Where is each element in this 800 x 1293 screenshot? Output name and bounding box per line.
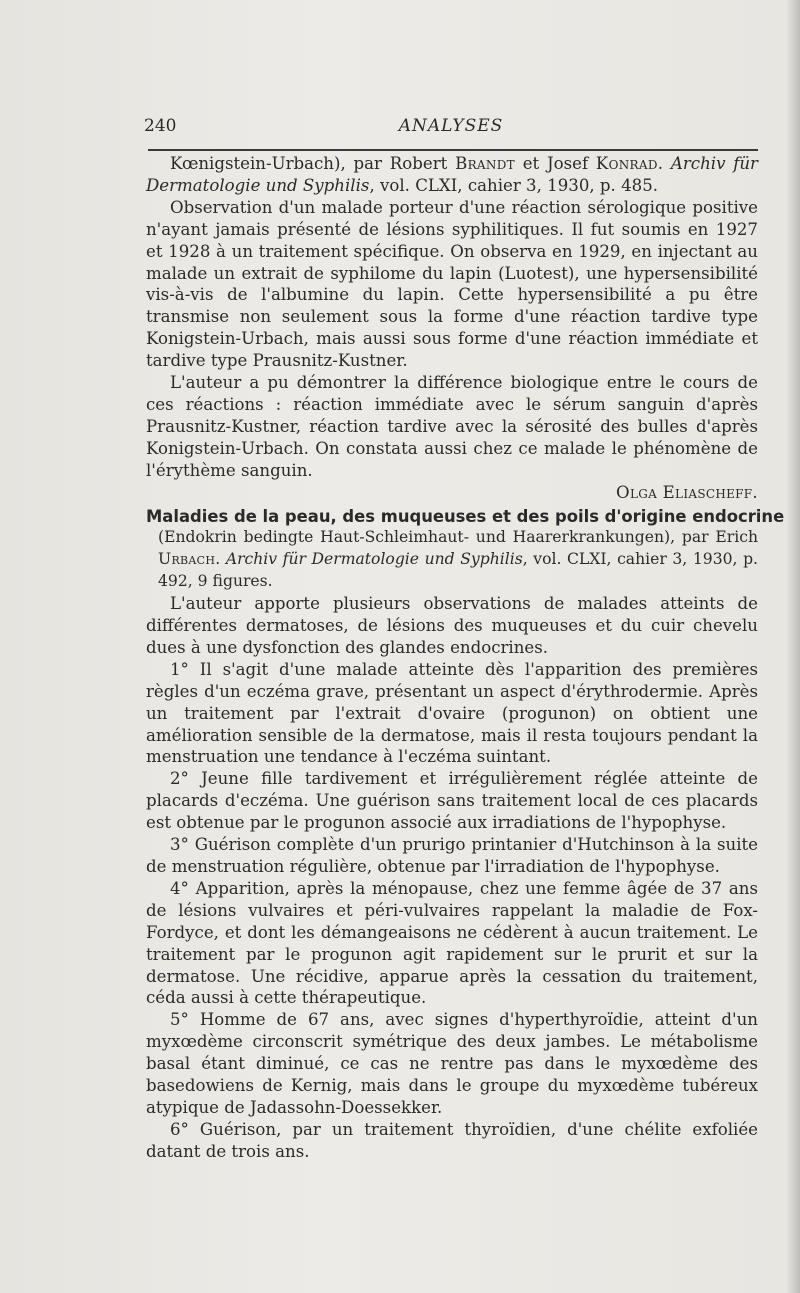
article2-citation bbox=[146, 527, 758, 593]
author-name: Urbach bbox=[158, 550, 216, 569]
author-name: Konrad bbox=[595, 154, 658, 173]
article2-paragraph: 1° Il s'agit d'une malade atteinte dès l'apparition des premières règles d'un eczéma grave, présentant un aspect d'érythrodermie. Après un traitement par l'extrait d'ovaire (progunon) on obtient une amélioration sensible de la dermatose, mais il resta toujours pendant la menstruation une tendance à l'eczéma suintant. bbox=[146, 659, 758, 767]
page-header bbox=[144, 116, 758, 140]
journal-title: Archiv für Dermatologie und Syphilis bbox=[146, 154, 758, 195]
body-text bbox=[146, 153, 785, 1163]
citation-separator: . bbox=[215, 550, 226, 569]
article1-citation bbox=[146, 153, 758, 197]
article1-paragraph: L'auteur a pu démontrer la différence biologique entre le cours de ces réactions : réaction immédiate avec le sérum sanguin d'après Prausnitz-Kustner, réaction tardive avec la sérosité des bulles d'après Konigstein-Urbach. On constata aussi chez ce malade le phénomène de l'érythème sanguin. bbox=[146, 373, 758, 480]
article2-paragraph: L'auteur apporte plusieurs observations de malades atteints de différentes dermatoses, de lésions des muqueuses et du cuir chevelu dues à une dysfonction des glandes endocrines. bbox=[146, 594, 758, 657]
running-title: ANALYSES bbox=[398, 116, 504, 136]
article2-heading bbox=[146, 506, 785, 594]
author-name: Brandt bbox=[455, 154, 515, 173]
citation-reference: , vol. CLXI, cahier 3, 1930, p. 485. bbox=[369, 175, 659, 195]
article2-paragraph: 4° Apparition, après la ménopause, chez une femme âgée de 37 ans de lésions vulvaires et péri-vulvaires rappelant la maladie de Fox-Fordyce, et dont les démangeaisons ne cédèrent à aucun traitement. Le traitement par le progunon agit rapidement sur le prurit et sur la dermatose. Une récidive, apparue après la cessation du traitement, céda aussi à cette thérapeutique. bbox=[146, 878, 758, 1008]
header-rule bbox=[148, 149, 758, 151]
article2-paragraph: 3° Guérison complète d'un prurigo printanier d'Hutchinson à la suite de menstruation régulière, obtenue par l'irradiation de l'hypophyse. bbox=[146, 835, 758, 876]
article2-paragraph: 5° Homme de 67 ans, avec signes d'hyperthyroïdie, atteint d'un myxœdème circonscrit symétrique des deux jambes. Le métabolisme basal étant diminué, ce cas ne rentre pas dans le myxœdème des basedowiens de Kernig, mais dans le groupe du myxœdème tubéreux atypique de Jadassohn-Doessekker. bbox=[146, 1010, 758, 1117]
citation-text: Kœnigstein-Urbach), par Robert bbox=[170, 154, 456, 173]
article2-paragraph: 2° Jeune fille tardivement et irrégulièrement réglée atteinte de placards d'eczéma. Une guérison sans traitement local de ces placards est obtenue par le progunon associé aux irradiations de l'hypophyse. bbox=[146, 769, 758, 833]
signature: Olga Eliascheff. bbox=[616, 482, 758, 502]
citation-reference: , vol. CLXI, cahier 3, 1930, p. 492, 9 figures. bbox=[158, 550, 759, 591]
citation-text: (Endokrin bedingte Haut-Schleimhaut- und Haarerkrankungen), par Erich bbox=[158, 528, 758, 547]
citation-text: et Josef bbox=[514, 154, 596, 173]
citation-separator: . bbox=[657, 154, 671, 173]
article1-signature-line bbox=[146, 482, 758, 504]
article2-paragraph: 6° Guérison, par un traitement thyroïdien, d'une chélite exfoliée datant de trois ans. bbox=[146, 1119, 758, 1161]
page-edge-shadow bbox=[786, 0, 800, 1293]
page-number: 240 bbox=[144, 116, 177, 136]
article1-paragraph: Observation d'un malade porteur d'une réaction sérologique positive n'ayant jamais présenté de lésions syphilitiques. Il fut soumis en 1927 et 1928 à un traitement spécifique. On observa en 1929, en injectant au malade un extrait de syphilome du lapin (Luotest), une hypersensibilité vis-à-vis de l'albumine du lapin. Cette hypersensibilité a pu être transmise non seulement sous la forme d'une réaction tardive type Konigstein-Urbach, mais aussi sous forme d'une réaction immédiate et tardive type Prausnitz-Kustner. bbox=[146, 197, 758, 371]
journal-title: Archiv für Dermatologie und Syphilis bbox=[225, 550, 523, 569]
article2-title: Maladies de la peau, des muqueuses et des poils d'origine endocrine bbox=[146, 506, 785, 526]
